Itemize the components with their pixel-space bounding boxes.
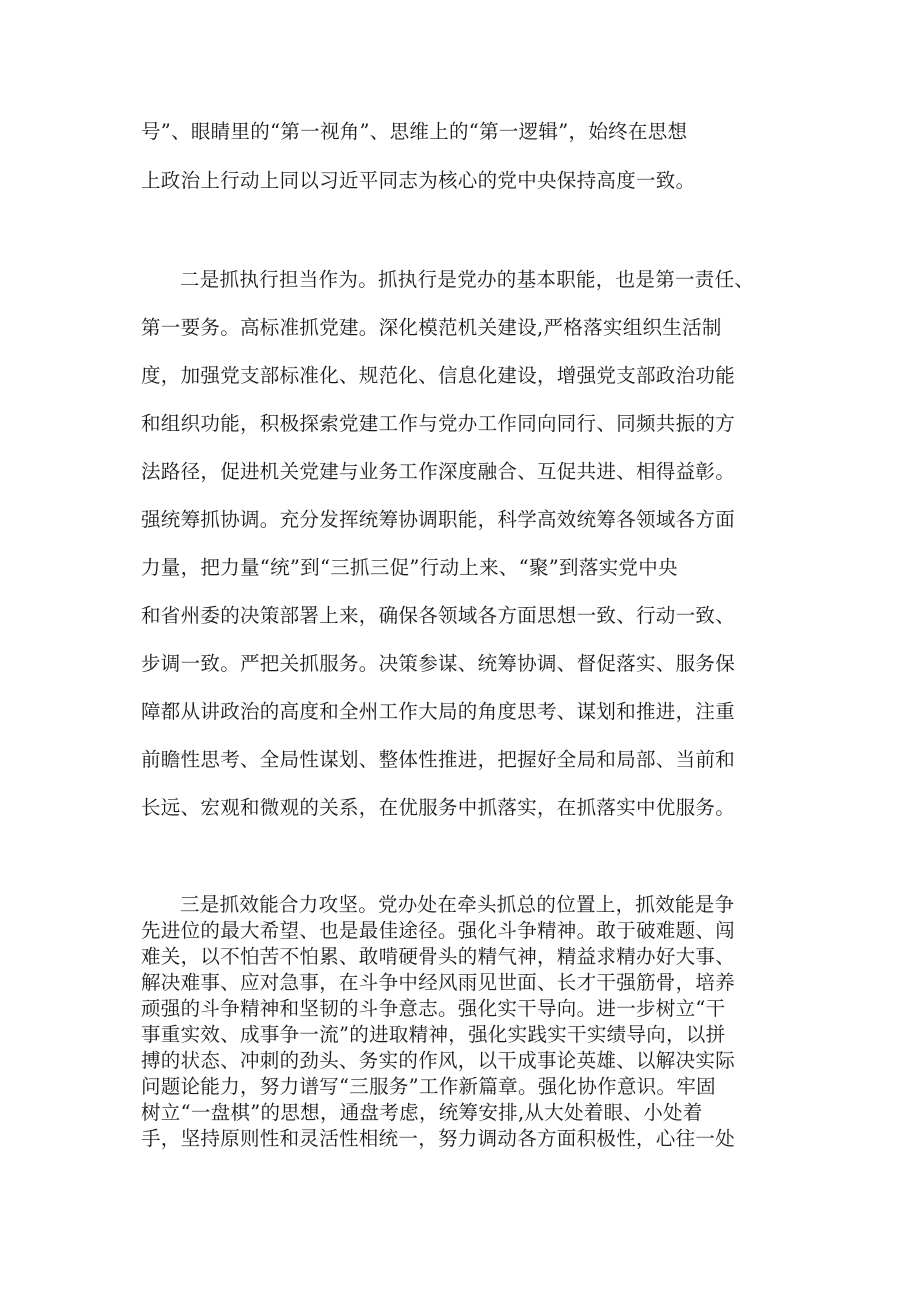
text-line: 事重实效、成事争一流”的进取精神，强化实践实干实绩导向，以拼 [141, 1023, 726, 1046]
text-line: 障都从讲政治的高度和全州工作大局的角度思考、谋划和推进，注重 [141, 700, 736, 723]
text-line: 树立“一盘棋”的思想，通盘考虑，统筹安排,从大处着眼、小处着 [141, 1101, 703, 1124]
text-line: 第一要务。高标准抓党建。深化模范机关建设,严格落实组织生活制 [141, 316, 722, 339]
text-line: 和省州委的决策部署上来，确保各领域各方面思想一致、行动一致、 [141, 604, 736, 627]
text-line: 长远、宏观和微观的关系，在优服务中抓落实，在抓落实中优服务。 [141, 796, 736, 819]
text-line: 号”、眼睛里的“第一视角”、思维上的“第一逻辑”，始终在思想 [141, 120, 688, 143]
text-line: 搏的状态、冲刺的劲头、务实的作风，以干成事论英雄、以解决实际 [141, 1049, 736, 1072]
text-line: 二是抓执行担当作为。抓执行是党办的基本职能，也是第一责任、 [180, 268, 755, 291]
text-line: 手，坚持原则性和灵活性相统一，努力调动各方面积极性，心往一处 [141, 1127, 736, 1150]
text-line: 难关，以不怕苦不怕累、敢啃硬骨头的精气神，精益求精办好大事、 [141, 945, 736, 968]
text-line: 法路径，促进机关党建与业务工作深度融合、互促共进、相得益彰。 [141, 460, 736, 483]
text-line: 三是抓效能合力攻坚。党办处在牵头抓总的位置上，抓效能是争 [180, 893, 735, 916]
text-line: 和组织功能，积极探索党建工作与党办工作同向同行、同频共振的方 [141, 412, 736, 435]
text-line: 先进位的最大希望、也是最佳途径。强化斗争精神。敢于破难题、闯 [141, 919, 736, 942]
text-line: 步调一致。严把关抓服务。决策参谋、统筹协调、督促落实、服务保 [141, 652, 736, 675]
text-line: 前瞻性思考、全局性谋划、整体性推进，把握好全局和局部、当前和 [141, 748, 736, 771]
text-line: 上政治上行动上同以习近平同志为核心的党中央保持高度一致。 [141, 169, 696, 192]
text-line: 力量，把力量“统”到“三抓三促”行动上来、“聚”到落实党中央 [141, 556, 678, 579]
text-line: 强统筹抓协调。充分发挥统筹协调职能，科学高效统筹各领域各方面 [141, 508, 736, 531]
text-line: 问题论能力，努力谱写“三服务”工作新篇章。强化协作意识。牢固 [141, 1075, 716, 1098]
text-line: 解决难事、应对急事，在斗争中经风雨见世面、长才干强筋骨，培养 [141, 971, 736, 994]
text-line: 顽强的斗争精神和坚韧的斗争意志。强化实干导向。进一步树立“干 [141, 997, 726, 1020]
text-line: 度，加强党支部标准化、规范化、信息化建设，增强党支部政治功能 [141, 364, 736, 387]
